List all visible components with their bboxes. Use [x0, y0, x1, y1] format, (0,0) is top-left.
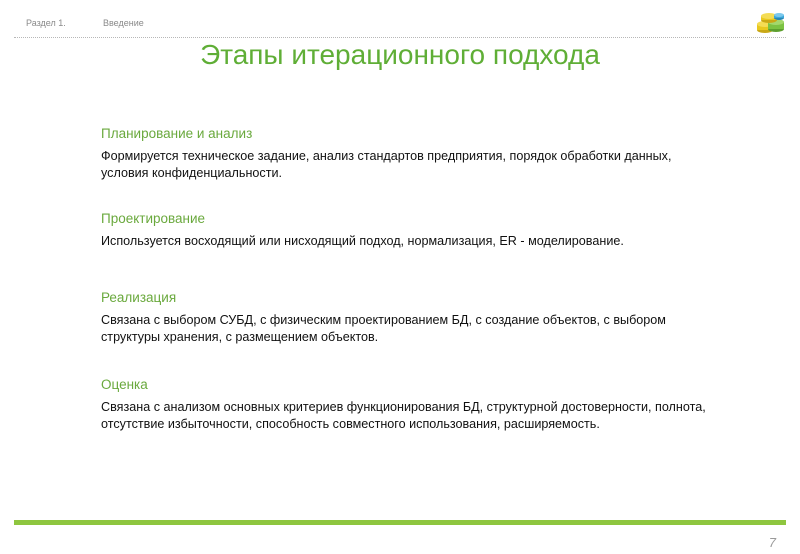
page-number: 7: [768, 535, 776, 550]
slide-title: Этапы итерационного подхода: [200, 39, 600, 70]
section-topic: Введение: [103, 18, 144, 28]
stage-description: Связана с анализом основных критериев функционирования БД, структурной достоверности, полнота, отсутствие избыточности, способность совместного использования, расширяемость.: [101, 400, 706, 431]
database-stack-icon: [756, 10, 786, 36]
stage-implementation: [101, 290, 721, 346]
stage-description: Используется восходящий или нисходящий подход, нормализация, ER - моделирование.: [101, 234, 624, 248]
stage-heading: Планирование и анализ: [101, 126, 253, 141]
stage-description: Связана с выбором СУБД, с физическим проектированием БД, с создание объектов, с выбором структуры хранения, с размещением объектов.: [101, 313, 666, 344]
logo-graphic: [756, 10, 786, 36]
stage-planning: [101, 126, 721, 182]
stage-description: Формируется техническое задание, анализ стандартов предприятия, порядок обработки данных, условия конфиденциальности.: [101, 149, 672, 180]
footer-divider: [14, 520, 786, 525]
stage-evaluation: [101, 377, 721, 433]
section-label: Раздел 1.: [26, 18, 66, 28]
slide-header: [0, 0, 800, 40]
stage-heading: Реализация: [101, 290, 177, 305]
stage-heading: Проектирование: [101, 211, 206, 226]
stage-design: [101, 211, 721, 250]
stage-heading: Оценка: [101, 377, 148, 392]
